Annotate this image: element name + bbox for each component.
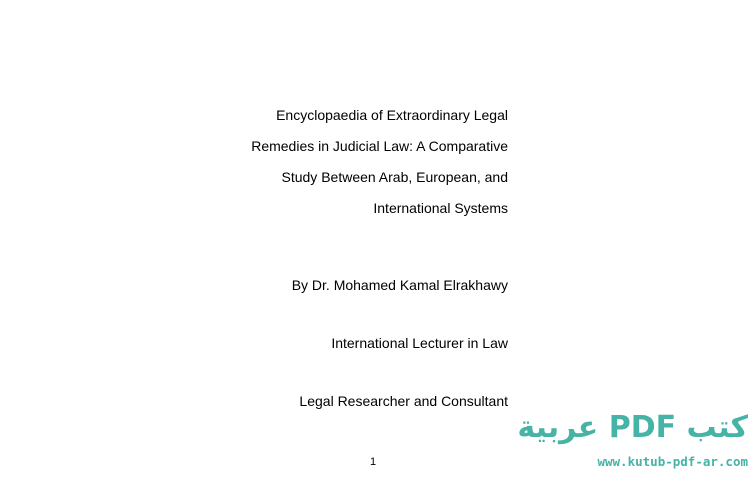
document-title <box>188 100 508 224</box>
title-line: Encyclopaedia of Extraordinary Legal <box>276 107 508 123</box>
site-watermark <box>517 408 750 480</box>
page-number: 1 <box>370 456 377 468</box>
title-line: Remedies in Judicial Law: A Comparative <box>251 138 508 154</box>
watermark-arabic-text: كتب PDF عربية <box>517 410 748 445</box>
role-researcher: Legal Researcher and Consultant <box>299 393 508 409</box>
watermark-url: www.kutub-pdf-ar.com <box>597 454 748 469</box>
role-lecturer: International Lecturer in Law <box>331 335 508 351</box>
author-line: By Dr. Mohamed Kamal Elrakhawy <box>291 277 508 293</box>
title-line: International Systems <box>373 200 508 216</box>
title-line: Study Between Arab, European, and <box>281 169 508 185</box>
